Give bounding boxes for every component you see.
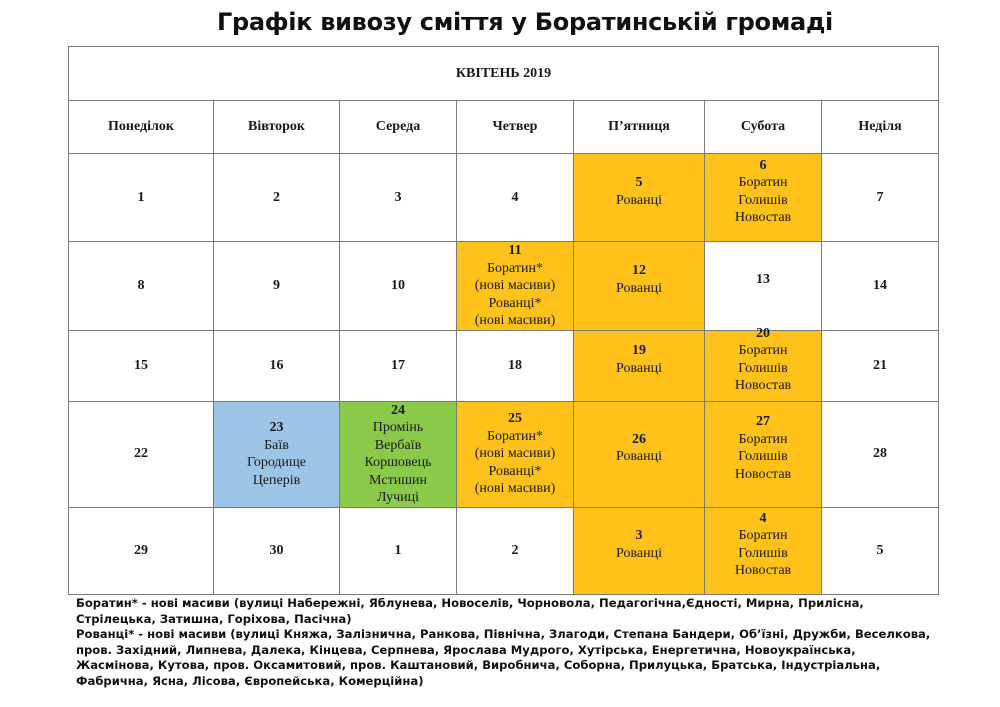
calendar-day-cell <box>822 507 939 594</box>
day-number: 4 <box>511 189 519 205</box>
calendar-day-cell <box>340 507 457 594</box>
pickup-location: (нові масиви) <box>474 446 556 462</box>
pickup-location: Цеперів <box>252 472 301 488</box>
day-number: 2 <box>511 542 519 558</box>
calendar-day-cell <box>822 154 939 242</box>
calendar-day-cell <box>340 242 457 331</box>
calendar-day-cell <box>574 507 705 594</box>
pickup-location: Рованці* <box>488 463 542 479</box>
pickup-location: Новостав <box>734 466 792 482</box>
calendar-week-row <box>69 507 939 594</box>
calendar-day-cell <box>457 401 574 507</box>
calendar-day-cell <box>340 154 457 242</box>
pickup-location: Голишів <box>738 360 788 376</box>
calendar-body <box>69 154 939 595</box>
calendar-day-cell <box>340 401 457 507</box>
page-title: Графік вивозу сміття у Боратинській громаді <box>217 8 833 36</box>
pickup-location: Рованці <box>616 280 662 296</box>
footnotes <box>76 596 936 690</box>
pickup-location: Рованці* <box>488 295 542 311</box>
day-number: 5 <box>876 542 884 558</box>
day-number: 21 <box>873 357 887 373</box>
day-number: 1 <box>137 189 145 205</box>
pickup-location: Рованці <box>616 545 662 561</box>
pickup-location: (нові масиви) <box>474 313 556 328</box>
pickup-location: Лучиці <box>376 490 420 505</box>
day-number: 5 <box>635 175 643 190</box>
day-number: 19 <box>632 343 646 358</box>
weekday-monday: Понеділок <box>69 101 214 154</box>
calendar-day-cell <box>705 242 822 331</box>
calendar-day-cell <box>214 242 340 331</box>
day-number: 27 <box>756 414 770 429</box>
pickup-location: Вербаїв <box>374 437 422 453</box>
calendar-week-row <box>69 242 939 331</box>
day-number: 30 <box>269 542 284 558</box>
day-number: 25 <box>508 411 522 427</box>
calendar-week-row <box>69 154 939 242</box>
calendar-day-cell <box>457 154 574 242</box>
day-number: 23 <box>269 420 284 435</box>
day-number: 10 <box>391 278 405 293</box>
calendar-day-cell <box>214 330 340 401</box>
schedule-calendar <box>68 46 939 595</box>
day-number: 16 <box>269 357 284 373</box>
weekday-thursday: Четвер <box>457 101 574 154</box>
day-number: 2 <box>273 189 280 205</box>
pickup-location: Мстишин <box>368 472 428 488</box>
calendar-week-row <box>69 330 939 401</box>
calendar-day-cell <box>340 330 457 401</box>
calendar-day-cell <box>457 507 574 594</box>
calendar-day-cell <box>705 507 822 594</box>
day-number: 7 <box>876 189 884 205</box>
pickup-location: Рованці <box>616 360 662 376</box>
calendar-day-cell <box>69 330 214 401</box>
day-number: 1 <box>394 542 402 558</box>
weekday-friday: П’ятниця <box>574 101 705 154</box>
day-number: 14 <box>873 278 887 293</box>
day-number: 20 <box>756 325 770 341</box>
calendar-day-cell <box>574 242 705 331</box>
day-number: 28 <box>873 446 887 462</box>
day-number: 3 <box>635 528 643 543</box>
pickup-location: Голишів <box>738 545 788 561</box>
pickup-location: (нові масиви) <box>474 481 556 497</box>
pickup-location: Городище <box>246 455 307 470</box>
pickup-location: Голишів <box>738 192 788 208</box>
calendar-day-cell <box>69 507 214 594</box>
calendar-day-cell <box>705 401 822 507</box>
calendar-day-cell <box>457 242 574 331</box>
day-number: 3 <box>394 189 402 205</box>
weekday-saturday: Субота <box>705 101 822 154</box>
month-label: КВІТЕНЬ 2019 <box>69 47 939 101</box>
calendar-day-cell <box>705 325 822 401</box>
pickup-location: Промінь <box>372 420 424 435</box>
weekday-tuesday: Вівторок <box>214 101 340 154</box>
weekday-wednesday: Середа <box>340 101 457 154</box>
pickup-location: Боратин <box>738 343 788 358</box>
calendar-day-cell <box>214 507 340 594</box>
day-number: 18 <box>508 357 522 373</box>
pickup-location: Боратин <box>738 175 788 190</box>
pickup-location: Новостав <box>734 563 792 578</box>
pickup-location: Рованці <box>616 449 662 464</box>
pickup-location: (нові масиви) <box>474 278 556 293</box>
pickup-location: Баїв <box>264 437 289 453</box>
calendar-day-cell <box>214 154 340 242</box>
day-number: 9 <box>273 278 280 293</box>
day-number: 17 <box>391 357 405 373</box>
day-number: 8 <box>137 278 145 293</box>
day-number: 26 <box>632 431 646 447</box>
calendar-day-cell <box>574 154 705 242</box>
pickup-location: Боратин* <box>487 260 543 276</box>
weekday-sunday: Неділя <box>822 101 939 154</box>
calendar-day-cell <box>69 242 214 331</box>
pickup-location: Новостав <box>734 210 792 225</box>
pickup-location: Коршовець <box>364 455 432 470</box>
day-number: 13 <box>756 272 770 287</box>
calendar-day-cell <box>822 401 939 507</box>
day-number: 22 <box>134 446 148 462</box>
footnote-rovantsi: Рованці* - нові масиви (вулиці Княжа, Залізнична, Ранкова, Північна, Злагоди, Степана Бандери, Об’їзні, Дружби, Веселкова, пров. Західний, Липнева, Далека, Кінцева, Серпнева, Ярослава Мудрого, Хутірська, Енергетична, Новоукраїнська, Жасмінова, Кутова, пров. Оксамитовий, пров. Каштановий, Виробнича, Соборна, Прилуцька, Братська, Індустріальна, Фабрична, Ясна, Лісова, Європейська, Комерційна) <box>76 627 931 688</box>
calendar-day-cell <box>705 154 822 242</box>
calendar-day-cell <box>69 401 214 507</box>
day-number: 15 <box>134 357 148 373</box>
pickup-location: Рованці <box>616 192 662 208</box>
pickup-location: Боратин* <box>487 428 543 444</box>
day-number: 12 <box>632 263 646 279</box>
pickup-location: Голишів <box>738 449 788 464</box>
calendar-day-cell <box>574 401 705 507</box>
pickup-location: Новостав <box>734 378 792 393</box>
calendar-day-cell <box>574 330 705 401</box>
pickup-location: Боратин <box>738 528 788 543</box>
calendar-day-cell <box>822 330 939 401</box>
calendar-day-cell <box>69 154 214 242</box>
day-number: 6 <box>759 157 767 173</box>
day-number: 29 <box>134 542 148 558</box>
day-number: 24 <box>391 402 405 418</box>
calendar-day-cell <box>822 242 939 331</box>
footnote-boratyn: Боратин* - нові масиви (вулиці Набережні, Яблунева, Новоселів, Чорновола, Педагогічна,Єдності, Мирна, Прилісна, Стрілецька, Затишна, Горіхова, Пасічна) <box>76 596 864 626</box>
calendar-day-cell <box>214 401 340 507</box>
calendar-day-cell <box>457 330 574 401</box>
pickup-location: Боратин <box>738 431 788 447</box>
calendar-week-row <box>69 401 939 507</box>
day-number: 4 <box>759 510 767 526</box>
day-number: 11 <box>508 243 522 258</box>
